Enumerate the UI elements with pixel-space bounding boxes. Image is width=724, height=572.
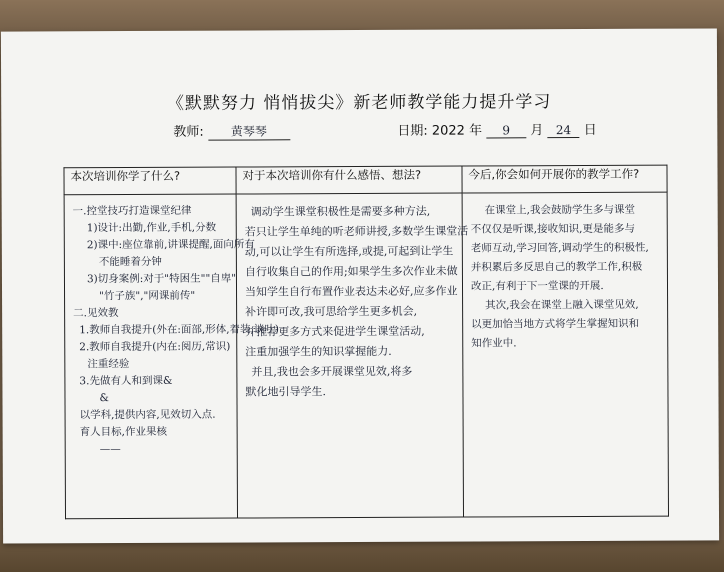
header-future-plan: 今后,你会如何开展你的教学工作? <box>462 165 667 193</box>
date-day-unit: 日 <box>583 122 597 139</box>
handwritten-line: 并积累后多反思自己的教学工作,积极 <box>470 260 643 274</box>
handwritten-line: 以学科,提供内容,见效切入点. <box>79 408 216 422</box>
teacher-line <box>173 120 290 141</box>
handwritten-line: 在课堂上,我会鼓励学生多与课堂 <box>484 203 636 217</box>
handwritten-line: 老师互动,学习回答,调动学生的积极性, <box>470 241 649 255</box>
handwritten-line: 不仅仅是听课,接收知识,更是能多与 <box>470 222 635 236</box>
handwritten-line: 当知学生自行布置作业表达未必好,应多作业 <box>244 284 458 299</box>
handwritten-line: & <box>99 392 109 405</box>
handwritten-line: 其次,我会在课堂上融入课堂见效, <box>485 298 639 312</box>
handwritten-line: 调动学生课堂积极性是需要多种方法, <box>250 204 431 219</box>
teacher-label: 教师: <box>173 124 204 140</box>
cell-future-plan <box>462 192 668 517</box>
date-month: 9 <box>486 123 526 138</box>
handwritten-line: 二.见效教 <box>73 307 119 320</box>
handwritten-line: 自行收集自己的作用;如果学生多次作业未做 <box>244 264 458 279</box>
handwritten-line: 并且,我也会多开展课堂见效,将多 <box>251 364 413 379</box>
paper-sheet <box>1 28 719 543</box>
cell-thoughts <box>236 193 469 518</box>
handwritten-line: 2.教师自我提升(内在:阅历,常识) <box>79 340 231 354</box>
document-title: 《默默努力 悄悄拔尖》新老师教学能力提升学习 <box>166 92 552 114</box>
date-year-unit: 年 <box>469 123 483 139</box>
handwritten-line: 注重加强学生的知识掌握能力. <box>245 344 392 359</box>
date-month-unit: 月 <box>530 123 544 139</box>
desk-background-bottom <box>0 540 724 572</box>
cell-what-learned <box>64 194 279 519</box>
handwritten-line: 1)设计:出勤,作业,手机,分数 <box>86 221 217 235</box>
teacher-name: 黄琴琴 <box>208 122 290 140</box>
handwritten-line: 3.先做有人和到课& <box>79 374 173 388</box>
handwritten-line: 改正,有利于下一堂课的开展. <box>470 279 604 293</box>
date-line <box>397 119 596 139</box>
date-label: 日期: <box>397 123 428 139</box>
header-thoughts: 对于本次培训你有什么感悟、想法? <box>236 166 462 194</box>
date-day: 24 <box>548 123 580 138</box>
date-year: 2022 <box>431 123 465 139</box>
handwritten-line: —— <box>99 443 121 456</box>
handwritten-line: 3)切身案例:对于"特困生""自卑" <box>86 272 237 286</box>
handwritten-line: 育人目标,作业果核 <box>79 425 168 439</box>
table-body-row <box>64 192 668 519</box>
header-what-learned: 本次培训你学了什么? <box>64 167 236 195</box>
training-table <box>63 165 669 520</box>
handwritten-line: 1.教师自我提升(外在:面部,形体,着装,谈吐) <box>79 323 279 337</box>
table-header-row <box>64 165 667 195</box>
handwritten-line: 知作业中. <box>471 337 517 350</box>
handwritten-line: 以更加恰当地方式将学生掌握知识和 <box>471 317 640 331</box>
handwritten-line: 一.控堂技巧打造课堂纪律 <box>72 204 192 218</box>
handwritten-line: 若只让学生单纯的听老师讲授,多数学生课堂活 <box>244 224 469 239</box>
handwritten-line: 不能睡着分钟 <box>98 255 162 269</box>
handwritten-line: 并推荐更多方式来促进学生课堂活动, <box>245 324 425 339</box>
handwritten-line: 2)课中:座位靠前,讲课提醒,面向所有 <box>86 238 255 252</box>
handwritten-line: 注重经验 <box>87 358 130 371</box>
handwritten-line: "竹子族","网课前传" <box>99 289 196 303</box>
handwritten-line: 补许即可改,我可思给学生更多机会, <box>245 304 418 319</box>
handwritten-line: 默化地引导学生. <box>245 385 326 399</box>
handwritten-line: 动,可以让学生有所选择,或提,可起到让学生 <box>244 244 454 259</box>
